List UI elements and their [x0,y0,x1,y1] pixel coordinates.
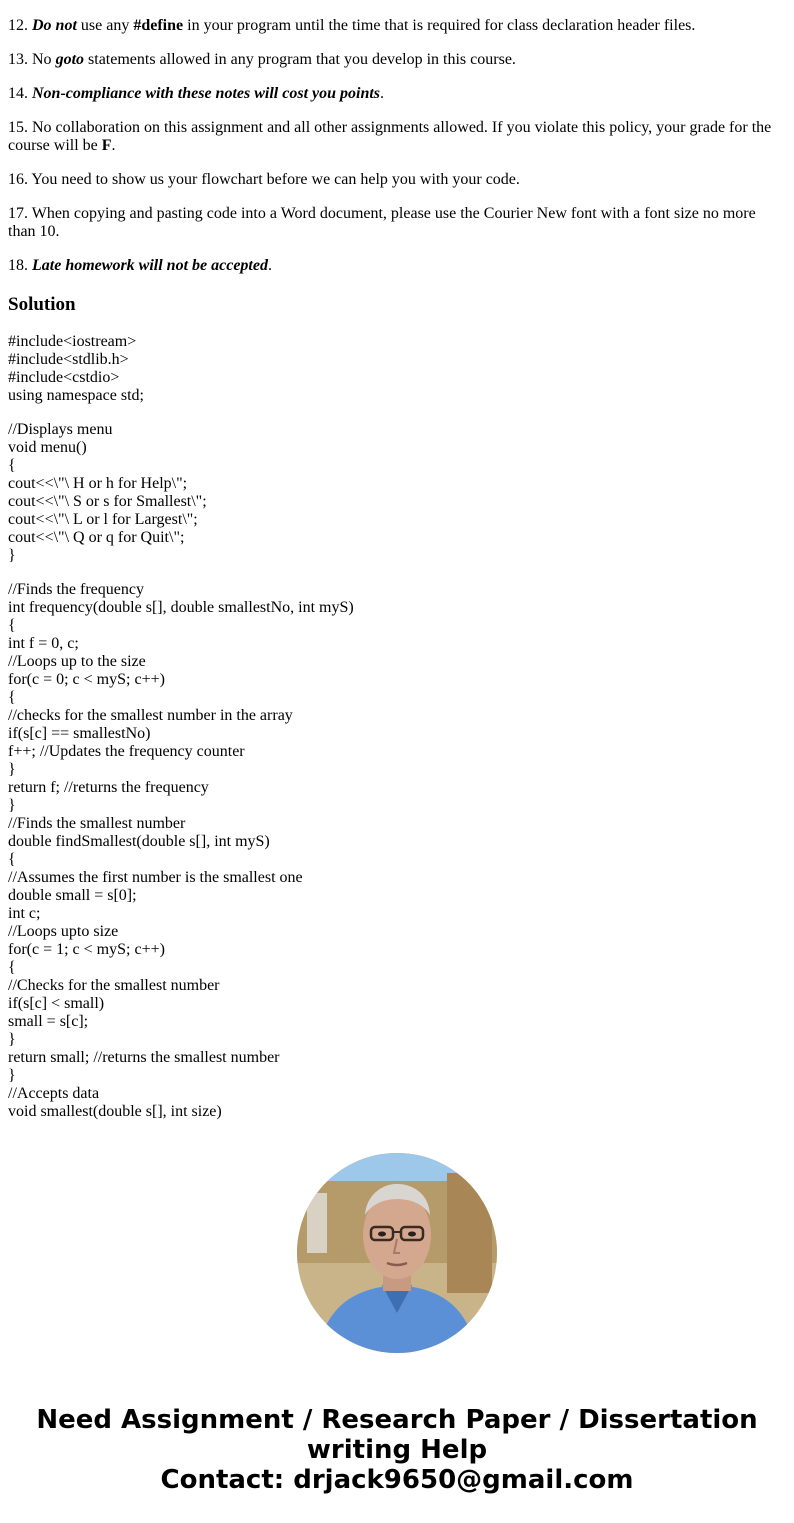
note-number: 18. [8,257,28,274]
person-portrait-icon [297,1153,497,1353]
code-line: int c; [8,905,41,922]
code-line: small = s[c]; [8,1013,89,1030]
note-text: No collaboration on this assignment and all other assignments allowed. If you violate this policy, your grade for the course will be [8,119,772,154]
code-line: //Finds the frequency [8,581,144,598]
code-line: return f; //returns the frequency [8,779,209,796]
code-line: } [8,547,16,564]
promo-banner [0,1405,794,1495]
code-line: { [8,689,16,706]
note-text: . [267,257,272,274]
emphasis-text: F [101,137,112,154]
note-15 [8,119,786,155]
code-line: //Loops upto size [8,923,119,940]
code-line: double findSmallest(double s[], int myS) [8,833,270,850]
note-18 [8,257,786,275]
code-line: f++; //Updates the frequency counter [8,743,245,760]
code-line: } [8,1067,16,1084]
code-line: if(s[c] < small) [8,995,105,1012]
code-line: void menu() [8,439,87,456]
emphasis-text: Do not [32,17,77,34]
code-line: for(c = 0; c < myS; c++) [8,671,165,688]
code-line: { [8,617,16,634]
note-number: 12. [8,17,28,34]
note-text: statements allowed in any program that you develop in this course. [84,51,516,68]
note-16 [8,171,786,189]
code-line: #include<iostream> [8,333,137,350]
code-line: } [8,761,16,778]
note-14 [8,85,786,103]
code-line: //Loops up to the size [8,653,146,670]
note-13 [8,51,786,69]
solution-heading: Solution [8,294,76,315]
code-line: //checks for the smallest number in the array [8,707,293,724]
author-avatar [297,1153,497,1353]
code-line: using namespace std; [8,387,144,404]
note-number: 16. [8,171,28,188]
note-text: in your program until the time that is required for class declaration header files. [183,17,696,34]
code-line: return small; //returns the smallest number [8,1049,280,1066]
note-text: . [380,85,385,102]
code-line: cout<<\"\ L or l for Largest\"; [8,511,198,528]
code-block-includes [8,333,786,405]
code-line: //Displays menu [8,421,113,438]
note-text: You need to show us your flowchart before we can help you with your code. [28,171,520,188]
code-line: //Assumes the first number is the smallest one [8,869,303,886]
note-number: 17. [8,205,28,222]
note-text: No [28,51,56,68]
code-line: { [8,851,16,868]
code-line: //Finds the smallest number [8,815,186,832]
code-line: void smallest(double s[], int size) [8,1103,222,1120]
note-17 [8,205,786,241]
note-number: 14. [8,85,28,102]
note-text: . [111,137,116,154]
note-text: use any [76,17,134,34]
code-line: if(s[c] == smallestNo) [8,725,151,742]
code-line: } [8,797,16,814]
code-line: int frequency(double s[], double smallestNo, int myS) [8,599,354,616]
emphasis-text: goto [55,51,85,68]
code-line: int f = 0, c; [8,635,79,652]
code-line: double small = s[0]; [8,887,137,904]
note-number: 13. [8,51,28,68]
code-line: for(c = 1; c < myS; c++) [8,941,165,958]
emphasis-text: Non-compliance with these notes will cost you points [32,85,381,102]
note-12 [8,17,786,35]
code-line: //Accepts data [8,1085,100,1102]
assignment-notes [8,17,786,291]
code-line: cout<<\"\ H or h for Help\"; [8,475,188,492]
code-line: { [8,959,16,976]
emphasis-text: #define [133,17,184,34]
code-block-menu [8,421,786,565]
code-block-functions [8,581,786,1121]
code-line: } [8,1031,16,1048]
code-line: #include<cstdio> [8,369,120,386]
code-line: cout<<\"\ S or s for Smallest\"; [8,493,207,510]
promo-contact: Contact: drjack9650@gmail.com [160,1465,634,1495]
note-text: When copying and pasting code into a Word document, please use the Courier New font with a font size no more than 10. [8,205,756,240]
code-line: //Checks for the smallest number [8,977,220,994]
promo-headline: Need Assignment / Research Paper / Dissertation [36,1405,758,1435]
code-line: cout<<\"\ Q or q for Quit\"; [8,529,185,546]
solution-code [8,333,786,1137]
note-number: 15. [8,119,28,136]
emphasis-text: Late homework will not be accepted [32,257,268,274]
code-line: { [8,457,16,474]
promo-subline: writing Help [306,1435,488,1465]
code-line: #include<stdlib.h> [8,351,129,368]
